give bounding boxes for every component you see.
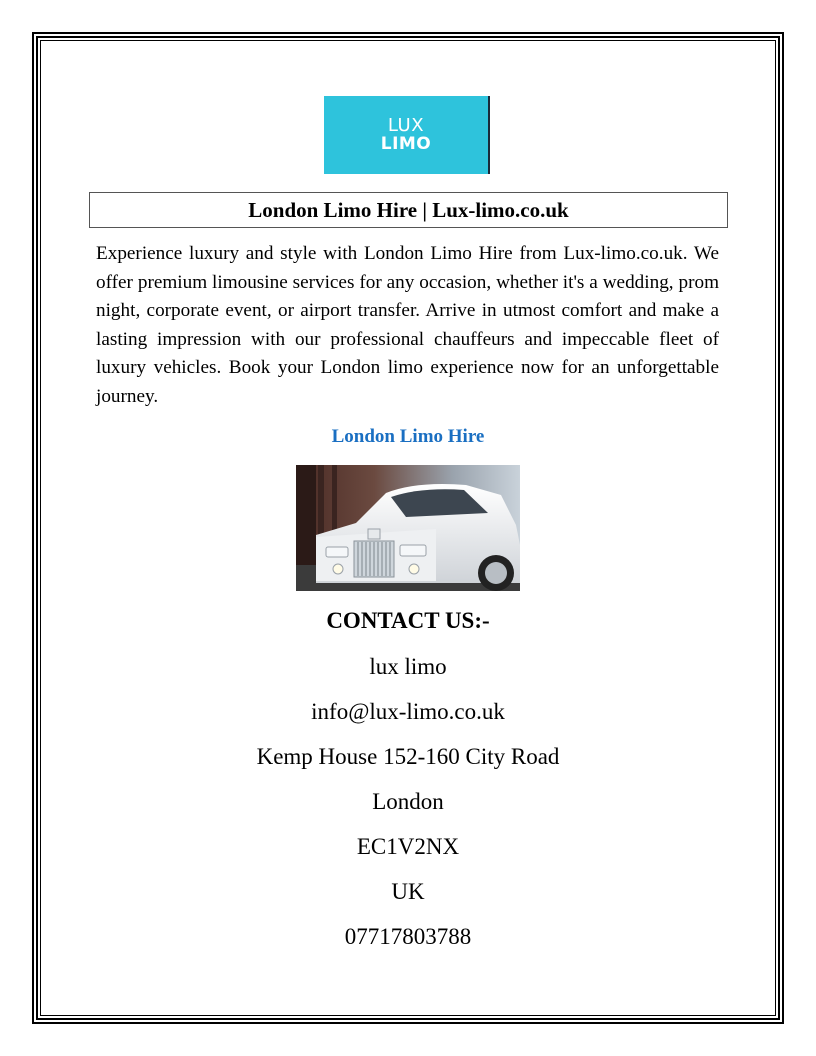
london-limo-hire-link[interactable]: London Limo Hire [331,426,485,447]
contact-phone[interactable]: 07717803788 [344,924,472,949]
contact-email[interactable]: info@lux-limo.co.uk [311,699,505,724]
page-title: London Limo Hire | Lux-limo.co.uk [89,192,728,228]
logo-line-2: LIMO [380,133,432,154]
contact-address: Kemp House 152-160 City Road [256,744,560,769]
description-paragraph: Experience luxury and style with London Limo Hire from Lux-limo.co.uk. We offer premium limousine services for any occasion, whether it's a wedding, prom night, corporate event, or airport transfer. Arrive in utmost comfort and make a lasting impression with our professional chauffeurs and impeccable fleet of luxury vehicles. Book your London limo experience now for an unforgettable journey. [96,243,719,407]
contact-city: London [372,789,444,814]
contact-postcode: EC1V2NX [356,834,460,859]
contact-name: lux limo [369,654,447,679]
limousine-photo [296,465,520,591]
contact-heading: CONTACT US:- [326,608,490,633]
contact-country: UK [391,879,425,904]
logo-line-1: LUX [387,114,425,136]
lux-limo-logo [324,96,490,174]
